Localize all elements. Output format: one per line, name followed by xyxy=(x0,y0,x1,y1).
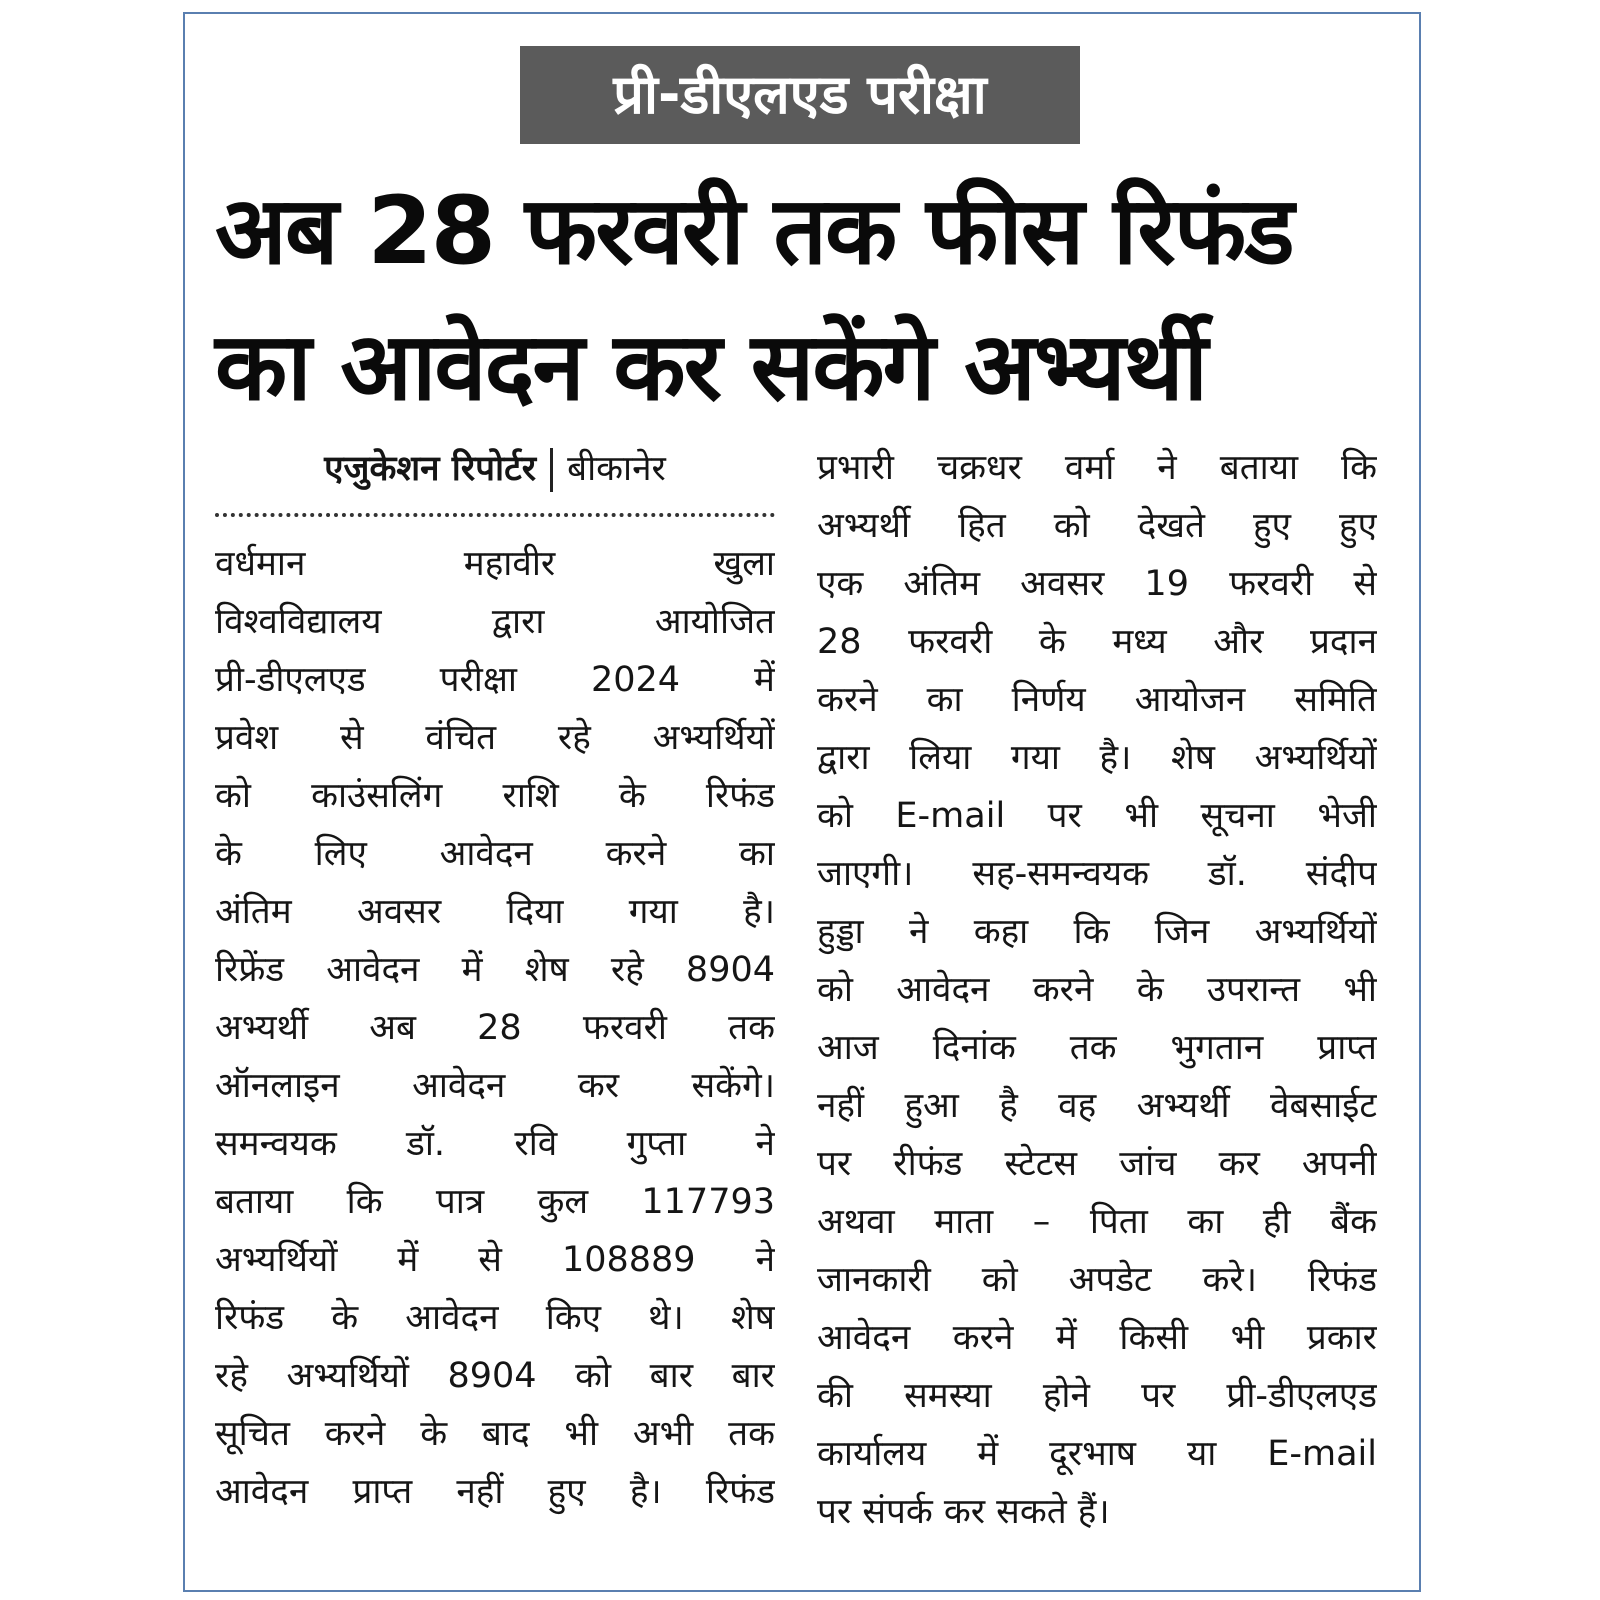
right-line: हुड्डा ने कहा कि जिन अभ्यर्थियों xyxy=(817,912,1377,952)
left-line: बताया कि पात्र कुल 117793 xyxy=(215,1182,775,1222)
byline-reporter: एजुकेशन रिपोर्टर xyxy=(324,449,537,489)
right-line: करने का निर्णय आयोजन समिति xyxy=(817,680,1377,720)
left-line: रिफंड के आवेदन किए थे। शेष xyxy=(215,1298,775,1338)
right-column xyxy=(817,439,1377,1541)
left-line: ऑनलाइन आवेदन कर सकेंगे। xyxy=(215,1066,775,1106)
headline-line-1: अब 28 फरवरी तक फीस रिफंड xyxy=(215,177,1293,286)
left-line: समन्वयक डॉ. रवि गुप्ता ने xyxy=(215,1124,775,1164)
section-kicker: प्री-डीएलएड परीक्षा xyxy=(520,46,1080,144)
left-line: के लिए आवेदन करने का xyxy=(215,834,775,874)
right-line: कार्यालय में दूरभाष या E-mail xyxy=(817,1434,1377,1474)
right-line: पर रीफंड स्टेटस जांच कर अपनी xyxy=(817,1144,1377,1184)
right-line: की समस्या होने पर प्री-डीएलएड xyxy=(817,1376,1377,1416)
right-line: द्वारा लिया गया है। शेष अभ्यर्थियों xyxy=(817,738,1377,778)
right-line: को आवेदन करने के उपरान्त भी xyxy=(817,970,1377,1010)
news-clipping xyxy=(183,12,1421,1592)
left-line: को काउंसलिंग राशि के रिफंड xyxy=(215,776,775,816)
right-line: आज दिनांक तक भुगतान प्राप्त xyxy=(817,1028,1377,1068)
byline-city: बीकानेर xyxy=(567,449,666,489)
right-line: अथवा माता – पिता का ही बैंक xyxy=(817,1202,1377,1242)
left-line: अंतिम अवसर दिया गया है। xyxy=(215,892,775,932)
right-line: जानकारी को अपडेट करे। रिफंड xyxy=(817,1260,1377,1300)
left-line: वर्धमान महावीर खुला xyxy=(215,544,775,584)
right-line: पर संपर्क कर सकते हैं। xyxy=(817,1492,1110,1532)
left-column xyxy=(215,439,775,1521)
left-line: रिफ्रेंड आवेदन में शेष रहे 8904 xyxy=(215,950,775,990)
right-line: अभ्यर्थी हित को देखते हुए हुए xyxy=(817,506,1377,546)
left-line: सूचित करने के बाद भी अभी तक xyxy=(215,1414,775,1454)
right-line: को E-mail पर भी सूचना भेजी xyxy=(817,796,1377,836)
dotted-divider xyxy=(215,513,775,517)
left-line: अभ्यर्थियों में से 108889 ने xyxy=(215,1240,775,1280)
right-line: प्रभारी चक्रधर वर्मा ने बताया कि xyxy=(817,448,1377,488)
left-line: रहे अभ्यर्थियों 8904 को बार बार xyxy=(215,1356,775,1396)
headline-line-2: का आवेदन कर सकेंगे अभ्यर्थी xyxy=(215,313,1207,422)
left-line: अभ्यर्थी अब 28 फरवरी तक xyxy=(215,1008,775,1048)
left-line: प्रवेश से वंचित रहे अभ्यर्थियों xyxy=(215,718,775,758)
right-line: एक अंतिम अवसर 19 फरवरी से xyxy=(817,564,1377,604)
left-line: आवेदन प्राप्त नहीं हुए है। रिफंड xyxy=(215,1472,775,1512)
left-line: प्री-डीएलएड परीक्षा 2024 में xyxy=(215,660,775,700)
byline xyxy=(215,439,775,499)
right-line: जाएगी। सह-समन्वयक डॉ. संदीप xyxy=(817,854,1377,894)
right-line: 28 फरवरी के मध्य और प्रदान xyxy=(817,622,1377,662)
right-line: आवेदन करने में किसी भी प्रकार xyxy=(817,1318,1377,1358)
right-line: नहीं हुआ है वह अभ्यर्थी वेबसाईट xyxy=(817,1086,1377,1126)
byline-separator xyxy=(550,448,553,492)
left-line: विश्वविद्यालय द्वारा आयोजित xyxy=(215,602,775,642)
headline xyxy=(215,164,1395,436)
